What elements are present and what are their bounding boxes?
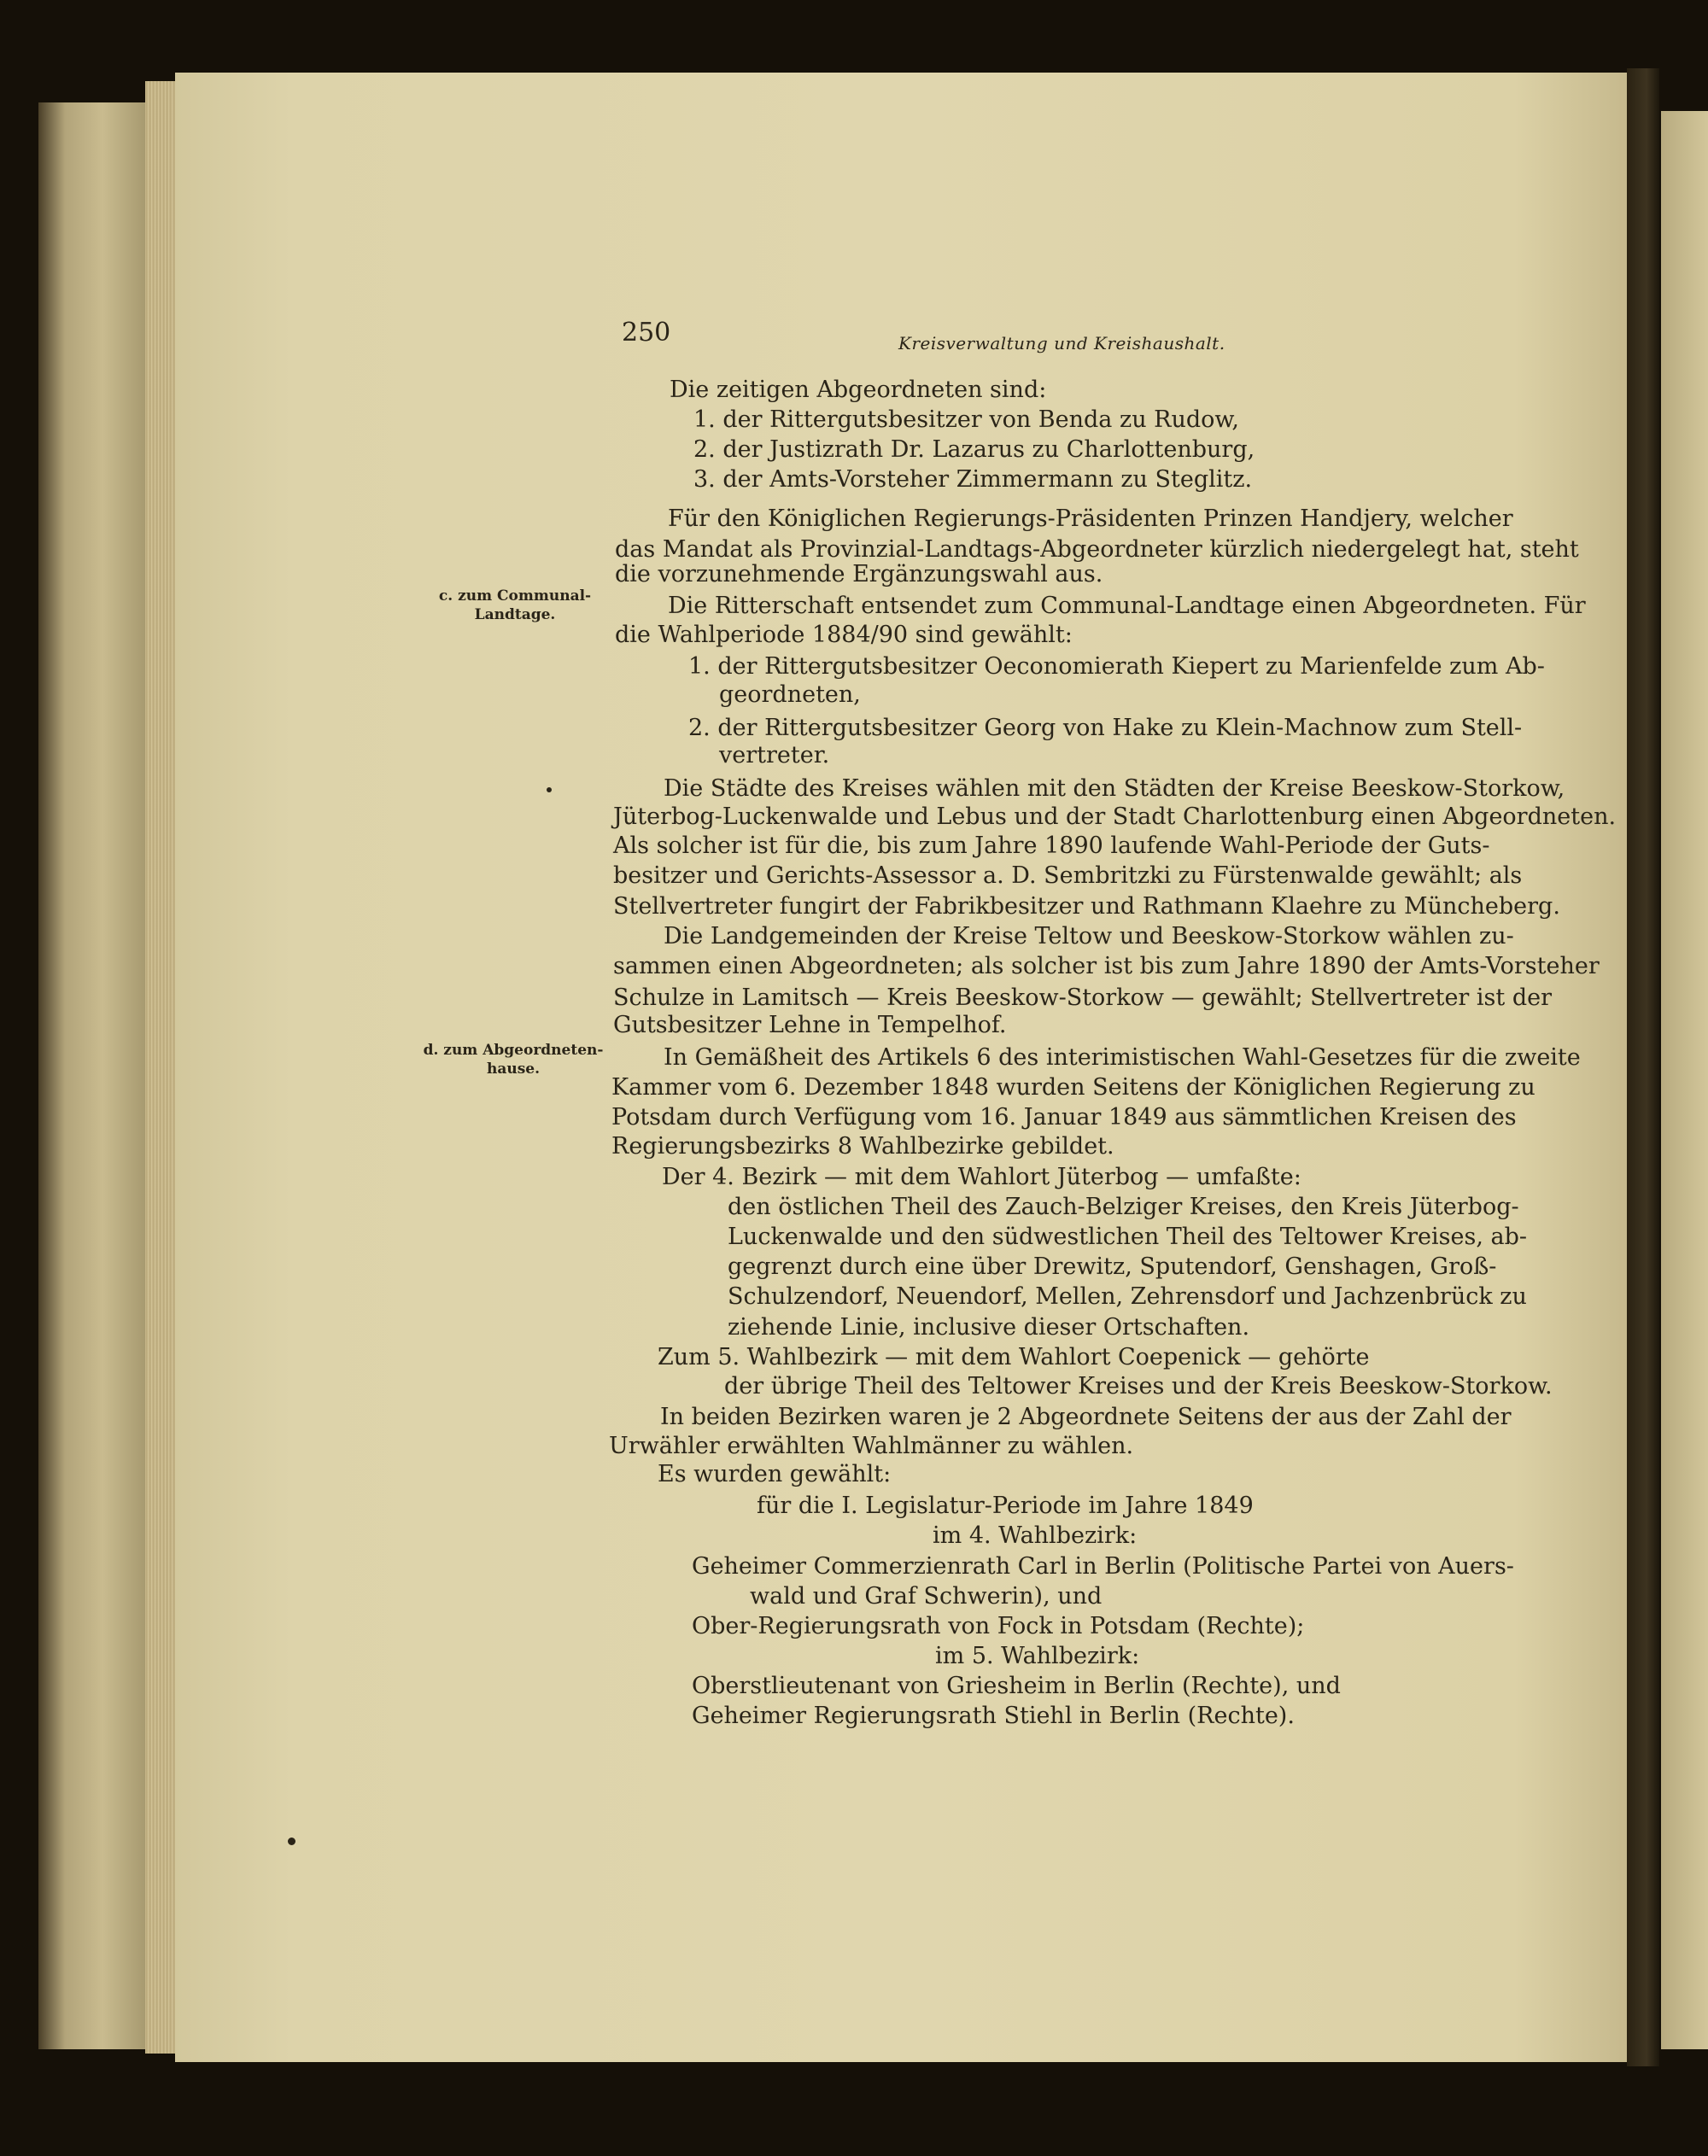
text-line: Es wurden gewählt: (658, 1461, 892, 1487)
margin-note-line: Landtage. (474, 606, 556, 623)
text-line: Für den Königlichen Regierungs-Präsidenten Prinzen Handjery, welcher (668, 505, 1513, 532)
text-line: Regierungsbezirks 8 Wahlbezirke gebildet. (611, 1133, 1114, 1160)
text-line: 2. der Rittergutsbesitzer Georg von Hake zu Klein-Machnow zum Stell- (688, 715, 1523, 741)
text-line: besitzer und Gerichts-Assessor a. D. Sembritzki zu Fürstenwalde gewählt; als (613, 862, 1523, 889)
text-line: die vorzunehmende Ergänzungswahl aus. (615, 561, 1103, 587)
text-line: Luckenwalde und den südwestlichen Theil des Teltower Kreises, ab- (728, 1224, 1527, 1250)
text-line: 1. der Rittergutsbesitzer von Benda zu Rudow, (693, 406, 1239, 433)
text-line: Potsdam durch Verfügung vom 16. Januar 1849 aus sämmtlichen Kreisen des (611, 1104, 1517, 1131)
text-line: Geheimer Regierungsrath Stiehl in Berlin (Rechte). (692, 1703, 1295, 1729)
text-line: im 4. Wahlbezirk: (933, 1522, 1138, 1549)
text-line: den östlichen Theil des Zauch-Belziger Kreises, den Kreis Jüterbog- (728, 1194, 1519, 1220)
text-line: Die zeitigen Abgeordneten sind: (670, 377, 1047, 403)
text-line: Der 4. Bezirk — mit dem Wahlort Jüterbog — umfaßte: (662, 1164, 1301, 1190)
margin-note-line: c. zum Communal- (438, 587, 592, 605)
text-line: Als solcher ist für die, bis zum Jahre 1890 laufende Wahl-Periode der Guts- (613, 833, 1490, 859)
text-line: Die Städte des Kreises wählen mit den Städten der Kreise Beeskow-Storkow, (664, 775, 1565, 802)
page-number: 250 (622, 318, 671, 348)
text-line: Die Landgemeinden der Kreise Teltow und Beeskow-Storkow wählen zu- (664, 923, 1514, 949)
text-line: gegrenzt durch eine über Drewitz, Sputendorf, Genshagen, Groß- (728, 1253, 1497, 1280)
text-line: Schulzendorf, Neuendorf, Mellen, Zehrensdorf und Jachzenbrück zu (728, 1283, 1527, 1310)
text-line: das Mandat als Provinzial-Landtags-Abgeordneter kürzlich niedergelegt hat, steht (615, 536, 1579, 563)
text-line: Geheimer Commerzienrath Carl in Berlin (Politische Partei von Auers- (692, 1553, 1514, 1580)
text-line: 1. der Rittergutsbesitzer Oeconomierath Kiepert zu Marienfelde zum Ab- (688, 653, 1545, 680)
text-line: 2. der Justizrath Dr. Lazarus zu Charlottenburg, (693, 436, 1255, 463)
text-line: der übrige Theil des Teltower Kreises und der Kreis Beeskow-Storkow. (724, 1373, 1553, 1399)
text-line: wald und Graf Schwerin), und (750, 1583, 1103, 1610)
text-line: ziehende Linie, inclusive dieser Ortschaften. (728, 1314, 1250, 1341)
text-line: Jüterbog-Luckenwalde und Lebus und der Stadt Charlottenburg einen Abgeordneten. (613, 803, 1617, 830)
text-line: Urwähler erwählten Wahlmänner zu wählen. (609, 1433, 1134, 1459)
text-line: Die Ritterschaft entsendet zum Communal-Landtage einen Abgeordneten. Für (668, 593, 1586, 619)
text-line: Ober-Regierungsrath von Fock in Potsdam (Rechte); (692, 1613, 1305, 1639)
text-line: In beiden Bezirken waren je 2 Abgeordnete Seitens der aus der Zahl der (660, 1404, 1512, 1430)
margin-note-line: d. zum Abgeordneten- (423, 1042, 604, 1059)
text-line: Schulze in Lamitsch — Kreis Beeskow-Storkow — gewählt; Stellvertreter ist der (613, 985, 1553, 1011)
text-line: geordneten, (719, 681, 861, 708)
text-line: im 5. Wahlbezirk: (935, 1643, 1140, 1669)
text-line: Kammer vom 6. Dezember 1848 wurden Seitens der Königlichen Regierung zu (611, 1074, 1535, 1101)
margin-note-line: hause. (486, 1060, 541, 1078)
margin-note-communal-landtage (425, 587, 605, 624)
text-line: für die I. Legislatur-Periode im Jahre 1849 (757, 1493, 1254, 1519)
text-line: Stellvertreter fungirt der Fabrikbesitzer und Rathmann Klaehre zu Müncheberg. (613, 893, 1560, 920)
margin-note-abgeordnetenhause (418, 1041, 608, 1078)
text-line: In Gemäßheit des Artikels 6 des interimistischen Wahl-Gesetzes für die zweite (664, 1044, 1581, 1071)
running-title: Kreisverwaltung und Kreishaushalt. (898, 333, 1225, 353)
text-line: Oberstlieutenant von Griesheim in Berlin (Rechte), und (692, 1673, 1341, 1699)
text-line: die Wahlperiode 1884/90 sind gewählt: (615, 622, 1073, 648)
text-line: 3. der Amts-Vorsteher Zimmermann zu Steglitz. (693, 466, 1253, 493)
text-line: vertreter. (719, 742, 830, 768)
text-line: sammen einen Abgeordneten; als solcher ist bis zum Jahre 1890 der Amts-Vorsteher (613, 953, 1600, 979)
text-line: Zum 5. Wahlbezirk — mit dem Wahlort Coepenick — gehörte (658, 1344, 1370, 1370)
text-line: Gutsbesitzer Lehne in Tempelhof. (613, 1012, 1007, 1038)
